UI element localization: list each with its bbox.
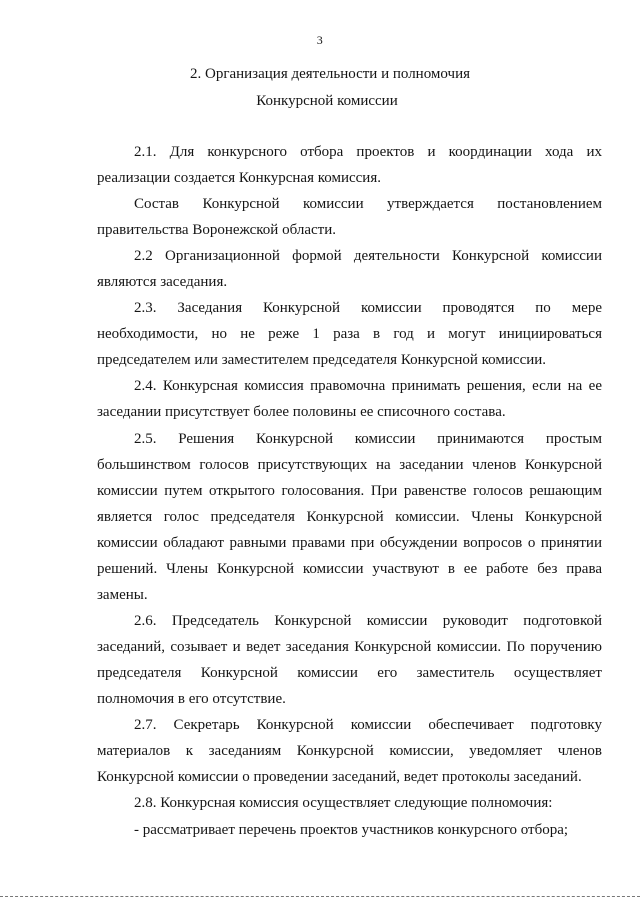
paragraph-line: решений. Члены Конкурсной комиссии участвуют в ее работе без права [97,561,602,577]
paragraph-line: большинством голосов присутствующих на заседании членов Конкурсной [97,457,602,473]
paragraph-line: является голос председателя Конкурсной комиссии. Члены Конкурсной [97,509,602,525]
paragraph-line: комиссии обладают равными правами при обсуждении вопросов о принятии [97,535,602,551]
paragraph-line: материалов к заседаниям Конкурсной комиссии, уведомляет членов [97,743,602,759]
paragraph-line: полномочия в его отсутствие. [97,691,286,707]
paragraph-line: 2.7. Секретарь Конкурсной комиссии обеспечивает подготовку [134,717,602,733]
page-number: 3 [316,33,324,47]
paragraph-line: 2.2 Организационной формой деятельности Конкурсной комиссии [134,248,602,264]
paragraph-line: являются заседания. [97,274,228,290]
paragraph-line: председателем или заместителем председателя Конкурсной комиссии. [97,352,547,368]
paragraph-line: замены. [97,587,148,603]
paragraph-line: - рассматривает перечень проектов участников конкурсного отбора; [134,822,569,838]
paragraph-line: комиссии путем открытого голосования. При равенстве голосов решающим [97,483,602,499]
section-heading-line-1: 2. Организация деятельности и полномочия [189,66,470,82]
paragraph-line: правительства Воронежской области. [97,222,336,238]
paragraph-line: заседании присутствует более половины ее списочного состава. [97,404,506,420]
section-heading-line-2: Конкурсной комиссии [256,93,398,109]
paragraph-line: председателя Конкурсной комиссии его заместитель осуществляет [97,665,602,681]
paragraph-line: Состав Конкурсной комиссии утверждается постановлением [134,196,602,212]
paragraph-line: 2.3. Заседания Конкурсной комиссии проводятся по мере [134,300,602,316]
paragraph-line: 2.1. Для конкурсного отбора проектов и координации хода их [134,144,602,160]
scan-edge-divider [0,896,640,898]
paragraph-line: 2.5. Решения Конкурсной комиссии принимаются простым [134,431,602,447]
paragraph-line: необходимости, но не реже 1 раза в год и могут инициироваться [97,326,602,342]
paragraph-line: реализации создается Конкурсная комиссия. [97,170,381,186]
paragraph-line: 2.6. Председатель Конкурсной комиссии руководит подготовкой [134,613,602,629]
paragraph-line: заседаний, созывает и ведет заседания Конкурсной комиссии. По поручению [97,639,602,655]
paragraph-line: 2.4. Конкурсная комиссия правомочна принимать решения, если на ее [134,378,602,394]
paragraph-line: 2.8. Конкурсная комиссия осуществляет следующие полномочия: [134,795,553,811]
paragraph-line: Конкурсной комиссии о проведении заседаний, ведет протоколы заседаний. [97,769,582,785]
